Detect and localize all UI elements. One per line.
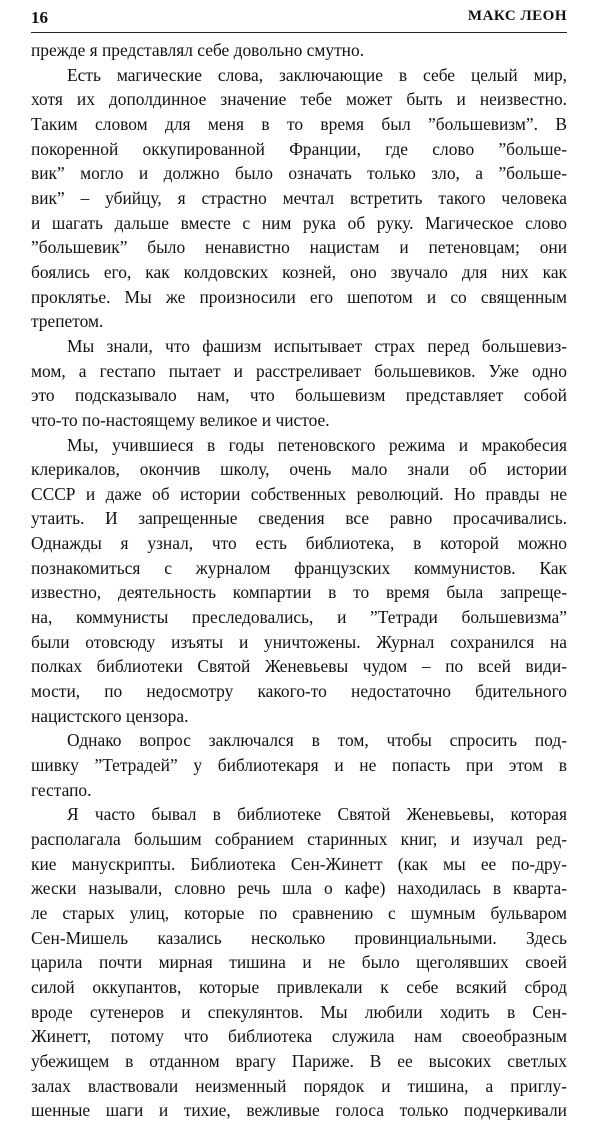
text-line: шенные шаги и тихие, вежливые голоса только подчеркивали — [31, 1100, 567, 1121]
text-line: Однако вопрос заключался в том, чтобы спросить под- — [67, 730, 567, 751]
text-line: клерикалов, окончив школу, очень мало знали об истории — [31, 459, 567, 480]
text-line: ”большевик” было ненавистно нацистам и петеновцам; они — [31, 237, 567, 258]
text-line: мости, по недосмотру какого-то недостаточно бдительного — [31, 681, 567, 702]
text-line: что-то по-настоящему великое и чистое. — [31, 409, 330, 430]
text-line: проклятье. Мы же произносили его шепотом и со священным — [31, 286, 567, 307]
running-head: МАКС ЛЕОН — [467, 8, 567, 24]
text-line: были отовсюду изъяты и уничтожены. Журнал сохранился на — [31, 631, 567, 652]
text-line: боялись его, как колдовских козней, оно звучало для них как — [31, 261, 567, 282]
text-line: полках библиотеки Святой Женевьевы чудом – по всей види- — [31, 656, 567, 677]
text-line: познакомиться с журналом французских коммунистов. Как — [31, 557, 567, 578]
text-line: вроде сутенеров и спекулянтов. Мы любили ходить в Сен- — [31, 1001, 567, 1022]
text-line: Жинетт, потому что библиотека служила нам своеобразным — [31, 1026, 567, 1047]
text-line: царила почти мирная тишина и не было щеголявших своей — [31, 952, 567, 973]
text-line: прежде я представлял себе довольно смутно. — [31, 40, 365, 60]
text-line: ле старых улиц, которые по сравнению с шумным бульваром — [31, 902, 567, 923]
text-line: шивку ”Тетрадей” у библиотекаря и не попасть при этом в — [31, 755, 567, 776]
page-header — [31, 6, 567, 33]
text-line: Я часто бывал в библиотеке Святой Женевьевы, которая — [67, 804, 567, 825]
text-line: убежищем в отданном врагу Париже. В ее высоких светлых — [31, 1050, 567, 1071]
text-line: жески называли, словно речь шла о кафе) находилась в кварта- — [31, 878, 567, 899]
text-line: мом, а гестапо пытает и расстреливает большевиков. Уже одно — [31, 360, 567, 381]
text-line: СССР и даже об истории собственных революций. Но правды не — [31, 483, 567, 504]
text-line: Есть магические слова, заключающие в себе целый мир, — [67, 64, 567, 85]
text-line: вик” могло и должно было означать только зло, а ”больше- — [31, 163, 567, 184]
text-line: трепетом. — [31, 311, 104, 332]
text-line: силой оккупантов, которые привлекали к себе всякий сброд — [31, 976, 567, 997]
text-line: залах властвовали неизменный порядок и тишина, а приглу- — [31, 1075, 567, 1096]
text-line: это подсказывало нам, что большевизм представляет собой — [31, 385, 567, 406]
text-line: покоренной оккупированной Франции, где слово ”больше- — [31, 138, 567, 159]
text-line: Сен-Мишель казались несколько провинциальными. Здесь — [31, 927, 567, 948]
text-line: Мы знали, что фашизм испытывает страх перед большевиз- — [67, 335, 567, 356]
text-line: нацистского цензора. — [31, 705, 189, 726]
text-line: вик” – убийцу, я страстно мечтал встретить такого человека — [31, 187, 567, 208]
text-line: и шагать дальше вместе с ним рука об руку. Магическое слово — [31, 212, 567, 233]
text-line: кие манускрипты. Библиотека Сен-Жинетт (как мы ее по-дру- — [31, 853, 567, 874]
text-line: Мы, учившиеся в годы петеновского режима и мракобесия — [67, 434, 567, 455]
text-line: хотя их дополдинное значение тебе может быть и неизвестно. — [31, 89, 567, 110]
body-text — [31, 38, 567, 1123]
text-line: утаить. И запрещенные сведения все равно просачивались. — [31, 508, 567, 529]
text-line: известно, деятельность компартии в то время была запреще- — [31, 582, 567, 603]
text-line: располагала большим собранием старинных книг, и изучал ред- — [31, 829, 567, 849]
text-line: Однажды я узнал, что есть библиотека, в которой можно — [31, 533, 567, 554]
page-number: 16 — [31, 8, 48, 27]
text-line: Таким словом для меня в то время был ”большевизм”. В — [31, 113, 567, 134]
text-line: на, коммунисты преследовались, и ”Тетради большевизма” — [31, 607, 567, 628]
text-line: гестапо. — [31, 779, 92, 800]
